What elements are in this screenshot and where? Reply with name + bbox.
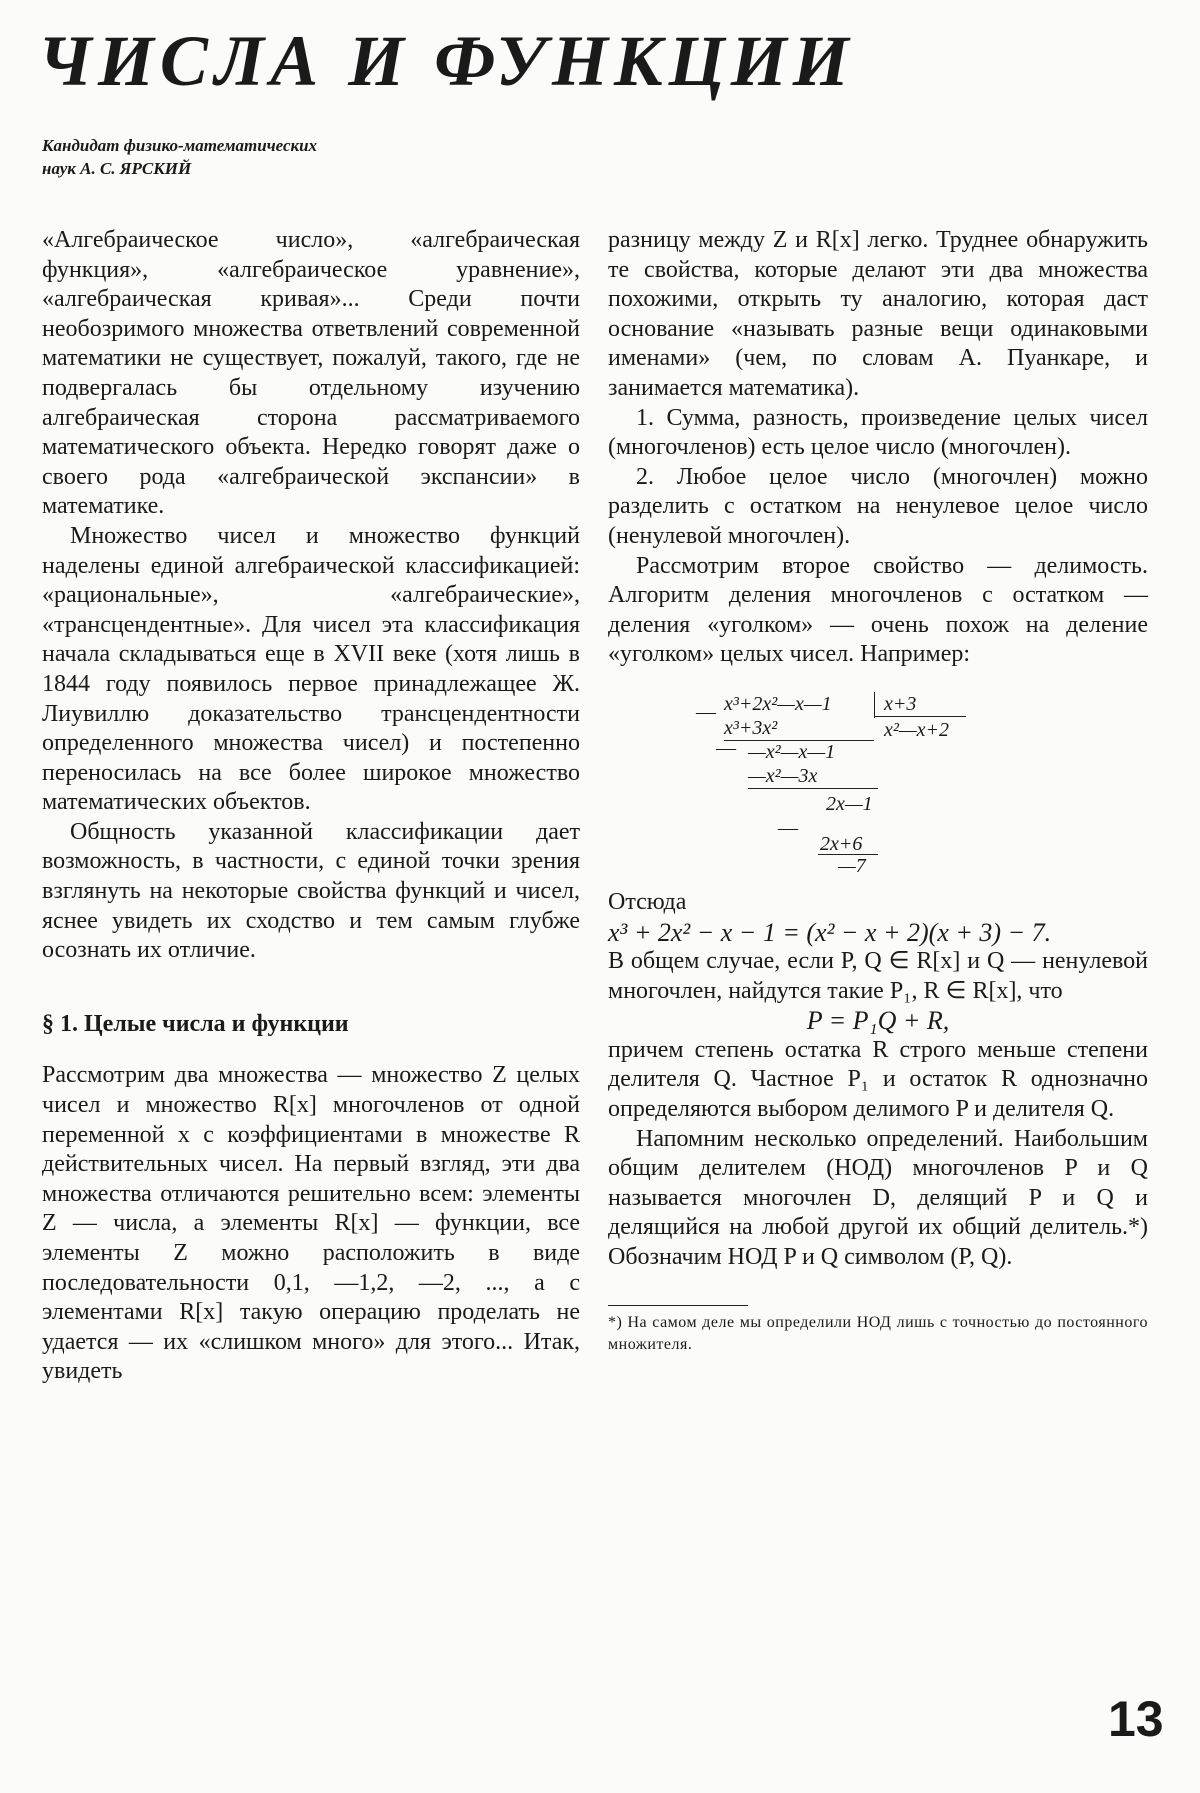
division-rem1: —x²—x—1 [748,740,836,763]
division-bracket [874,692,875,718]
division-quotient: x²—x+2 [884,718,950,741]
division-step3: 2x+6 [820,832,863,855]
paragraph: 2. Любое целое число (многочлен) можно разделить с остатком на ненулевое целое число (ненулевой многочлен). [608,463,1148,549]
paragraph: Рассмотрим второе свойство — делимость. Алгоритм деления многочленов с остатком — деления «уголком» — очень похож на деление «уголком» целых чисел. Например: [608,552,1148,668]
division-step2: —x²—3x [748,764,818,787]
section-heading: § 1. Целые числа и функции [42,1010,349,1037]
paragraph: В общем случае, если P, Q ∈ R[x] и Q — ненулевой многочлен, найдутся такие P₁, R ∈ R[x], что [608,948,1148,1004]
division-minus: — [778,816,798,839]
division-rem2: 2x—1 [826,792,873,815]
page-title: ЧИСЛА И ФУНКЦИИ [38,21,855,101]
left-column [42,226,580,1387]
footnote-divider [608,1305,748,1306]
footnote: *) На самом деле мы определили НОД лишь с точностью до постоянного множителя. [608,1313,1148,1353]
paragraph: Общность указанной классификации дает возможность, в частности, с единой точки зрения взглянуть на некоторые свойства функций и чисел, яснее увидеть их сходство и тем самым глубже осознать их отличие. [42,818,580,964]
paragraph: Отсюда [608,888,687,915]
paragraph: причем степень остатка R строго меньше степени делителя Q. Частное P₁ и остаток R однозначно определяются выбором делимого P и делителя Q. [608,1036,1148,1123]
paragraph: Напомним несколько определений. Наибольшим общим делителем (НОД) многочленов P и Q называется многочлен D, делящий P и Q и делящийся на любой другой их общий делитель.*) Обозначим НОД P и Q символом (P, Q). [608,1125,1148,1271]
paragraph: Множество чисел и множество функций наделены единой алгебраической классификацией: «рациональные», «алгебраические», «трансцендентные». Для чисел эта классификация начала складываться еще в XVII веке (хотя лишь в 1844 году появилось первое принадлежащее Ж. Лиувиллю доказательство трансцендентности определенного множества чисел) и постепенно переносилась на все более широкое множество математических объектов. [42,522,580,816]
formula: P = P₁Q + R, [806,1006,950,1036]
author-block [42,135,317,181]
paragraph: «Алгебраическое число», «алгебраическая функция», «алгебраическое уравнение», «алгебраическая кривая»... Среди почти необозримого множества ответвлений современной математики не существует, пожалуй, такого, где не подвергалась бы отдельному изучению алгебраическая сторона рассматриваемого математического объекта. Нередко говорят даже о своего рода «алгебраической экспансии» в математике. [42,227,580,520]
page-number: 13 [1108,1691,1164,1747]
author-name: наук А. С. ЯРСКИЙ [42,158,192,178]
paragraph: разницу между Z и R[x] легко. Труднее обнаружить те свойства, которые делают эти два множества похожими, открыть ту аналогию, которая даст основание «называть разные вещи одинаковыми именами» (чем, по словам А. Пуанкаре, и занимается математика). [608,227,1148,401]
division-dividend: x³+2x²—x—1 [724,692,832,715]
long-division [608,690,1148,876]
division-remainder: —7 [838,854,866,877]
division-minus: — [696,700,716,723]
right-column [608,226,1148,1356]
division-minus: — [716,736,736,759]
division-step1: x³+3x² [724,716,778,739]
equation: x³ + 2x² − x − 1 = (x² − x + 2)(x + 3) − 7. [608,917,1052,947]
paragraph: 1. Сумма, разность, произведение целых чисел (многочленов) есть целое число (многочлен). [608,404,1148,461]
division-divisor: x+3 [884,692,917,715]
paragraph: Рассмотрим два множества — множество Z целых чисел и множество R[x] многочленов от одной переменной x с коэффициентами в множестве R действительных чисел. На первый взгляд, эти два множества отличаются решительно всем: элементы Z — числа, а элементы R[x] — функции, все элементы Z можно расположить в виде последовательности 0,1, —1,2, —2, ..., а с элементами R[x] такую операцию проделать не удается — их «слишком много» для этого... Итак, увидеть [42,1062,580,1385]
division-line [748,788,878,789]
author-degree: Кандидат физико-математических [42,136,318,155]
